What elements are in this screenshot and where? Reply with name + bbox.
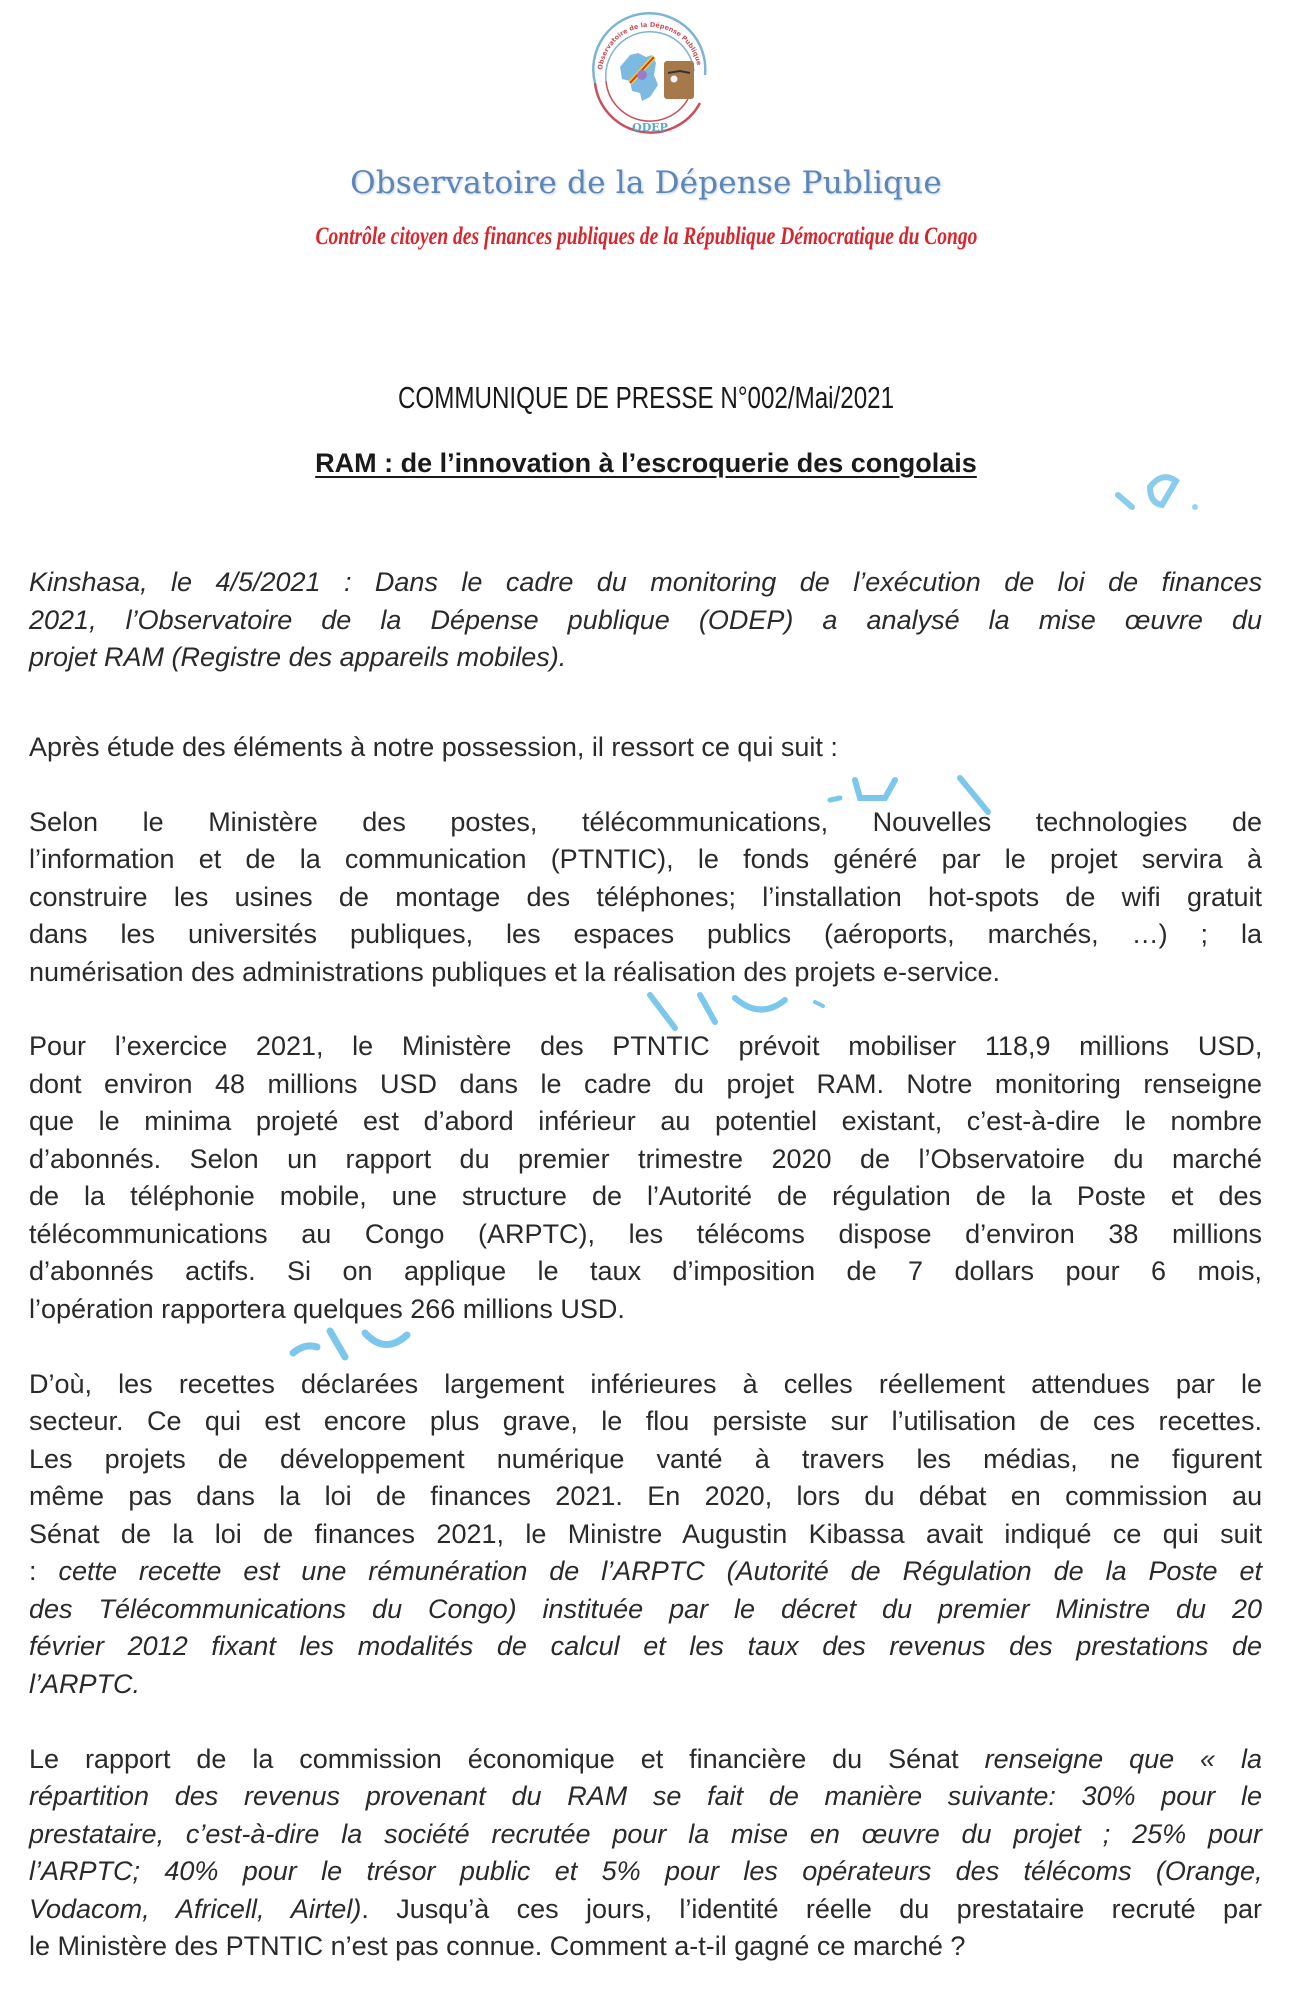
paragraph-3-line: l’information et de la communication (PTNTIC), le fonds généré par le projet servira à	[29, 844, 1262, 874]
quote-text: cette recette est une rémunération de l’ARPTC (Autorité de Régulation de la Poste et	[58, 1556, 1262, 1586]
paragraph-4-line: télécommunications au Congo (ARPTC), les télécoms dispose d’environ 38 millions	[29, 1219, 1262, 1249]
paragraph-1-line: projet RAM (Registre des appareils mobiles).	[29, 642, 567, 672]
paragraph-5-line: secteur. Ce qui est encore plus grave, le flou persiste sur l’utilisation de ces recettes.	[29, 1406, 1263, 1436]
paragraph-6-line: répartition des revenus provenant du RAM se fait de manière suivante: 30% pour le	[29, 1781, 1262, 1811]
paragraph-6-line: prestataire, c’est-à-dire la société recrutée pour la mise en œuvre du projet ; 25% pour	[29, 1819, 1262, 1849]
paragraph-6-line: l’ARPTC; 40% pour le trésor public et 5% pour les opérateurs des télécoms (Orange,	[29, 1856, 1263, 1886]
p6-text: . Jusqu’à ces jours, l’identité réelle du prestataire recruté par	[361, 1894, 1262, 1924]
paragraph-4-line: d’abonnés actifs. Si on applique le taux d’imposition de 7 dollars pour 6 mois,	[29, 1256, 1262, 1286]
paragraph-6-line	[29, 1743, 1262, 1775]
paragraph-4-line: de la téléphonie mobile, une structure de l’Autorité de régulation de la Poste et des	[29, 1181, 1262, 1211]
paragraph-3-line: construire les usines de montage des téléphones; l’installation hot-spots de wifi gratuit	[29, 882, 1262, 912]
paragraph-1-line: 2021, l’Observatoire de la Dépense publique (ODEP) a analysé la mise œuvre du	[29, 605, 1262, 635]
paragraph-5-line: l’ARPTC.	[29, 1669, 141, 1699]
paragraph-5-line: même pas dans la loi de finances 2021. En 2020, lors du débat en commission au	[29, 1481, 1263, 1511]
p6-text: Le rapport de la commission économique et financière du Sénat	[29, 1744, 985, 1774]
watermark-fragment	[1110, 465, 1220, 515]
paragraph-5-line	[29, 1555, 1262, 1587]
paragraph-5-line: Les projets de développement numérique vanté à travers les médias, ne figurent	[29, 1444, 1263, 1474]
quote-prefix: :	[29, 1556, 59, 1586]
paragraph-6-line: le Ministère des PTNTIC n’est pas connue. Comment a-t-il gagné ce marché ?	[29, 1931, 966, 1961]
paragraph-4-line: l’opération rapportera quelques 266 millions USD.	[29, 1294, 625, 1324]
odep-logo	[580, 5, 720, 145]
paragraph-5-line: Sénat de la loi de finances 2021, le Ministre Augustin Kibassa avait indiqué ce qui suit	[29, 1519, 1263, 1549]
watermark-fragment	[620, 990, 850, 1035]
paragraph-5-line: février 2012 fixant les modalités de calcul et les taux des revenus des prestations de	[29, 1631, 1263, 1661]
paragraph-3-line: Selon le Ministère des postes, télécommunications, Nouvelles technologies de	[29, 807, 1262, 837]
p6-quote-start: renseigne que « la	[984, 1744, 1262, 1774]
paragraph-3-line: numérisation des administrations publiques et la réalisation des projets e-service.	[29, 957, 1000, 987]
press-release-number: COMMUNIQUE DE PRESSE N°002/Mai/2021	[397, 380, 895, 415]
organization-name: Observatoire de la Dépense Publique	[350, 165, 942, 201]
paragraph-4-line: d’abonnés. Selon un rapport du premier trimestre 2020 de l’Observatoire du marché	[29, 1144, 1262, 1174]
paragraph-6-line	[29, 1893, 1262, 1925]
p6-operators: Vodacom, Africell, Airtel)	[29, 1894, 362, 1924]
logo-ring-text: Observatoire de la Dépense Publique	[596, 20, 704, 71]
paragraph-3-line: dans les universités publiques, les espaces publics (aéroports, marchés, …) ; la	[29, 919, 1262, 949]
headline: RAM : de l’innovation à l’escroquerie des congolais	[315, 448, 977, 478]
eye-icon	[664, 61, 694, 99]
paragraph-5-line: D’où, les recettes déclarées largement inférieures à celles réellement attendues par le	[29, 1369, 1263, 1399]
paragraph-4-line: dont environ 48 millions USD dans le cadre du projet RAM. Notre monitoring renseigne	[29, 1069, 1262, 1099]
logo-acronym: ODEP	[632, 121, 668, 134]
organization-tagline: Contrôle citoyen des finances publiques de la République Démocratique du Congo	[315, 223, 978, 250]
paragraph-4-line: que le minima projeté est d’abord inférieur au potentiel existant, c’est-à-dire le nombre	[29, 1106, 1263, 1136]
paragraph-5-line: des Télécommunications du Congo) instituée par le décret du premier Ministre du 20	[29, 1594, 1262, 1624]
paragraph-1-line: Kinshasa, le 4/5/2021 : Dans le cadre du monitoring de l’exécution de loi de finances	[29, 567, 1263, 597]
watermark-fragment	[285, 1325, 425, 1365]
paragraph-4-line: Pour l’exercice 2021, le Ministère des PTNTIC prévoit mobiliser 118,9 millions USD,	[29, 1031, 1263, 1061]
paragraph-2-line: Après étude des éléments à notre possession, il ressort ce qui suit :	[29, 732, 838, 762]
